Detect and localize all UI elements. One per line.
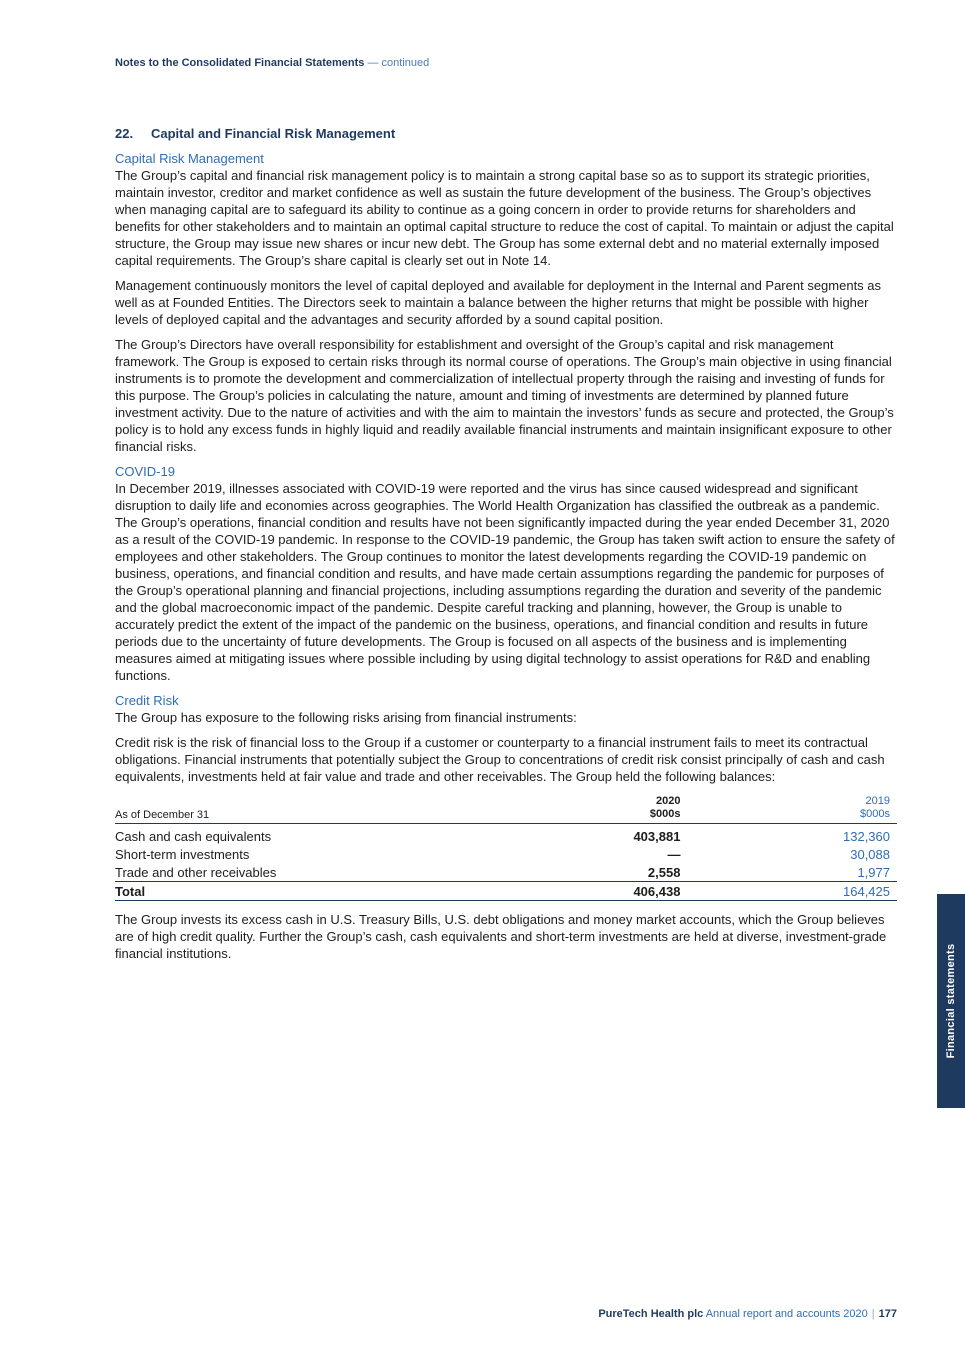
section-title-text: Capital and Financial Risk Management	[151, 126, 396, 141]
row-label: Cash and cash equivalents	[115, 828, 272, 844]
col-2019-year: 2019	[865, 795, 890, 807]
footer-separator: |	[871, 1308, 875, 1320]
side-tab-label: Financial statements	[945, 943, 957, 1059]
row-value-2019: 30,088	[850, 846, 890, 862]
table-row	[115, 845, 897, 863]
credit-risk-paragraph-2: Credit risk is the risk of financial loss to the Group if a customer or counterparty to a financial instrument fails to meet its contractual obligations. Financial instruments that potentially subject the Group to concentrations of credit risk consist principally of cash and cash equivalents, investments held at fair value and trade and other receivables. The Group held the following balances:	[115, 735, 885, 784]
section-title	[115, 126, 897, 141]
header-suffix: — continued	[367, 57, 430, 69]
credit-risk-paragraph-1: The Group has exposure to the following risks arising from financial instruments:	[115, 710, 577, 725]
table-label-header: As of December 31	[115, 809, 210, 821]
capital-risk-paragraph-3: The Group’s Directors have overall responsibility for establishment and oversight of the Group’s capital and risk management framework. The Group is exposed to certain risks through its normal course of operations. The Group’s main objective in using financial instruments is to promote the development and commercialization of intellectual property through the raising and investing of funds for this purpose. The Group’s policies in calculating the nature, amount and timing of investments are determined by planned future investment activity. Due to the nature of activities and with the aim to maintain the investors’ funds as secure and protected, the Group’s policy is to hold any excess funds in highly liquid and readily available financial instruments and maintain insignificant exposure to other financial risks.	[115, 337, 894, 454]
page-number: 177	[878, 1308, 897, 1320]
row-value-2020: 2,558	[647, 864, 681, 880]
table-col-2019	[780, 795, 897, 824]
main-content	[115, 126, 897, 970]
covid-heading: COVID-19	[115, 464, 175, 479]
total-label: Total	[115, 882, 463, 901]
page-footer	[598, 1308, 897, 1320]
row-label: Short-term investments	[115, 846, 250, 862]
section-number: 22.	[115, 126, 134, 141]
row-value-2020: —	[667, 846, 681, 862]
col-2020-year: 2020	[655, 795, 681, 807]
row-label: Trade and other receivables	[115, 864, 277, 880]
row-value-2019: 132,360	[843, 828, 890, 844]
table-row	[115, 824, 897, 846]
page-header	[115, 57, 429, 69]
credit-risk-paragraph-3: The Group invests its excess cash in U.S. Treasury Bills, U.S. debt obligations and money market accounts, which the Group believes are of high credit quality. Further the Group’s cash, cash equivalents and short-term investments are held at diverse, investment-grade financial institutions.	[115, 912, 887, 961]
capital-risk-paragraph-2: Management continuously monitors the level of capital deployed and available for deployment in the Internal and Parent segments as well as at Founded Entities. The Directors seek to maintain a balance between the higher returns that might be possible with higher levels of deployed capital and the advantages and security afforded by a sound capital position.	[115, 278, 882, 327]
table-row	[115, 863, 897, 882]
table-header-row	[115, 795, 897, 824]
capital-risk-heading: Capital Risk Management	[115, 151, 264, 166]
credit-risk-heading: Credit Risk	[115, 693, 179, 708]
covid-paragraph: In December 2019, illnesses associated with COVID-19 were reported and the virus has since caused widespread and significant disruption to daily life and economies across geographies. The World Health Organization has classified the outbreak as a pandemic. The Group’s operations, financial condition and results have not been significantly impacted during the year ended December 31, 2020 as a result of the COVID-19 pandemic. In response to the COVID-19 pandemic, the Group has taken swift action to ensure the safety of employees and other stakeholders. The Group continues to monitor the latest developments regarding the COVID-19 pandemic on business, operations, and financial condition and results, and have made certain assumptions regarding the pandemic for purposes of the Group’s operational planning and financial projections, including assumptions regarding the duration and severity of the pandemic and the global macroeconomic impact of the pandemic. Despite careful tracking and planning, however, the Group is unable to accurately predict the extent of the impact of the pandemic on the business, operations, and financial condition and results in future periods due to the uncertainty of future developments. The Group is focused on all aspects of the business and is implementing measures aimed at mitigating issues where possible including by using digital technology to assist operations for R&D and enabling functions.	[115, 481, 895, 683]
total-value-2019: 164,425	[780, 882, 897, 901]
total-value-2020: 406,438	[463, 882, 780, 901]
footer-company: PureTech Health plc	[598, 1308, 704, 1320]
table-col-2020	[463, 795, 780, 824]
table-total-row	[115, 882, 897, 901]
col-2020-unit: $000s	[649, 808, 681, 820]
footer-report: Annual report and accounts 2020	[705, 1308, 868, 1320]
section-side-tab[interactable]	[937, 894, 965, 1108]
row-value-2020: 403,881	[633, 828, 681, 844]
header-title: Notes to the Consolidated Financial Statements	[115, 57, 365, 69]
balances-table	[115, 795, 897, 901]
row-value-2019: 1,977	[857, 864, 890, 880]
capital-risk-paragraph-1: The Group’s capital and financial risk management policy is to maintain a strong capital base so as to support its strategic priorities, maintain investor, creditor and market confidence as well as sustain the future development of the business. The Group’s objectives when managing capital are to safeguard its ability to continue as a going concern in order to provide returns for shareholders and benefits for other stakeholders and to maintain an optimal capital structure to reduce the cost of capital. To maintain or adjust the capital structure, the Group may issue new shares or incur new debt. The Group has some external debt and no material externally imposed capital requirements. The Group’s share capital is clearly set out in Note 14.	[115, 168, 894, 268]
col-2019-unit: $000s	[860, 808, 890, 820]
